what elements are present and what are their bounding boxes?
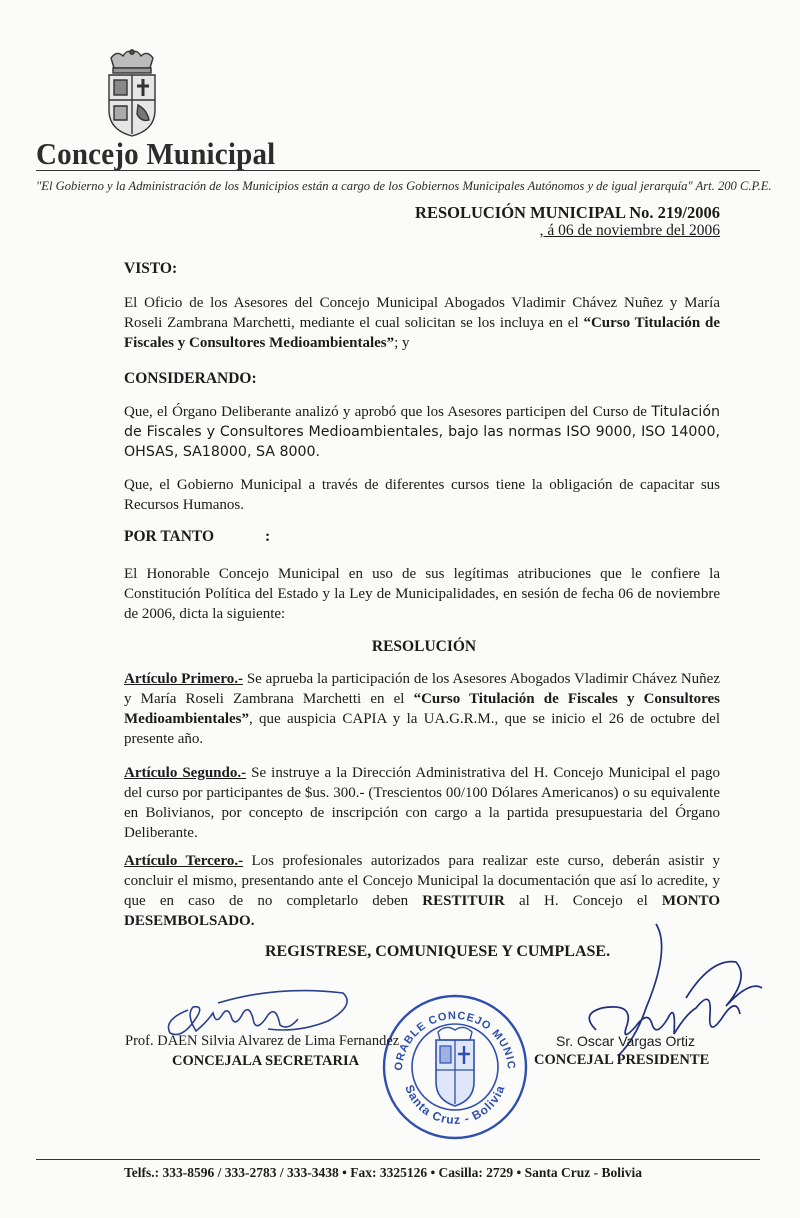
seal-top-text: HONORABLE CONCEJO MUNICIPAL: [375, 983, 518, 1072]
footer-contact: Telfs.: 333-8596 / 333-2783 / 333-3438 • Fax: 3325126 • Casilla: 2729 • Santa Cruz - Bolivia: [124, 1165, 643, 1180]
coat-of-arms-icon: [103, 48, 161, 138]
left-signatory-name: Prof. DAEN Silvia Alvarez de Lima Fernandez: [125, 1033, 400, 1049]
right-signatory-role: CONCEJAL PRESIDENTE: [534, 1052, 710, 1068]
resolution-date: , á 06 de noviembre del 2006: [539, 222, 720, 239]
por-tanto-colon: :: [265, 528, 271, 545]
resolution-number: RESOLUCIÓN MUNICIPAL No. 219/2006: [415, 203, 720, 222]
right-signatory-name: Sr. Oscar Vargas Ortiz: [556, 1033, 695, 1049]
article-first: Artículo Primero.- Se aprueba la participación de los Asesores Abogados Vladimir Chávez Nuñez y María Roseli Zambrana Marchetti en el “Curso Titulación de Fiscales y Consultores Medioambientales”, que auspicia CAPIA y la UA.G.R.M., que se inicio el 26 de octubre del presente año.: [124, 671, 721, 747]
header-divider: [36, 170, 760, 171]
considerando-paragraph-1: Que, el Órgano Deliberante analizó y aprobó que los Asesores participen del Curso de Titulación de Fiscales y Consultores Medioambientales, bajo las normas ISO 9000, ISO 14000, OHSAS, SA18000, SA 8000.: [124, 404, 720, 460]
left-signatory-role: CONCEJALA SECRETARIA: [172, 1053, 360, 1069]
article-second: Artículo Segundo.- Se instruye a la Dirección Administrativa del H. Concejo Municipal el pago del curso por participantes de $us. 300.- (Trescientos 00/100 Dólares Americanos) o su equivalente en Bolivianos, por concepto de inscripción con cargo a la partida presupuestaria del Órgano Deliberante.: [124, 765, 721, 841]
considerando-heading: CONSIDERANDO:: [124, 370, 257, 387]
footer-divider: [36, 1159, 760, 1160]
resolucion-title: RESOLUCIÓN: [371, 638, 477, 655]
por-tanto-heading: POR TANTO: [124, 528, 215, 545]
por-tanto-paragraph: El Honorable Concejo Municipal en uso de sus legítimas atribuciones que le confiere la Constitución Política del Estado y la Ley de Municipalidades, en sesión de fecha 06 de noviembre de 2006, dicta la siguiente:: [124, 566, 720, 622]
organization-name: Concejo Municipal: [36, 138, 276, 172]
header-motto: "El Gobierno y la Administración de los Municipios están a cargo de los Gobiernos Municipales Autónomos y de igual jerarquía" Art. 200 C.P.E.: [36, 179, 772, 193]
visto-heading: VISTO:: [124, 260, 178, 277]
closing-statement: REGISTRESE, COMUNIQUESE Y CUMPLASE.: [265, 943, 611, 960]
municipal-seal: [375, 983, 530, 1142]
considerando-paragraph-2: Que, el Gobierno Municipal a través de diferentes cursos tiene la obligación de capacitar sus Recursos Humanos.: [124, 477, 720, 513]
seal-bottom-text: Santa Cruz - Bolivia: [402, 1082, 508, 1128]
article-third: Artículo Tercero.- Los profesionales autorizados para realizar este curso, deberán asistir y concluir el mismo, presentando ante el Concejo Municipal la documentación que así lo acredite, y que en caso de no completarlo deben RESTITUIR al H. Concejo el MONTO DESEMBOLSADO.: [124, 853, 720, 929]
visto-paragraph: El Oficio de los Asesores del Concejo Municipal Abogados Vladimir Chávez Nuñez y María Roseli Zambrana Marchetti, mediante el cual solicitan se los incluya en el “Curso Titulación de Fiscales y Consultores Medioambientales”; y: [124, 295, 720, 351]
